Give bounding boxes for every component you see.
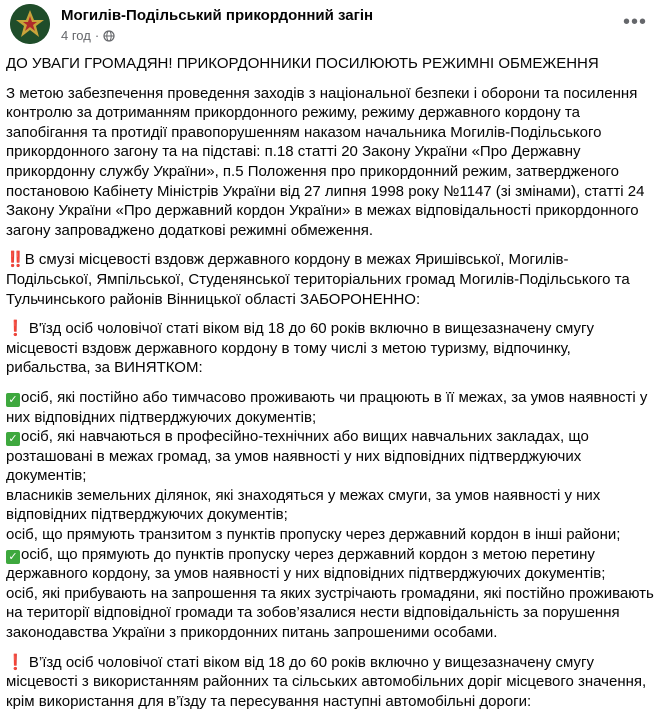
post-title: ДО УВАГИ ГРОМАДЯН! ПРИКОРДОННИКИ ПОСИЛЮЮТЬ РЕЖИМНІ ОБМЕЖЕННЯ: [6, 55, 599, 72]
emblem-icon: [10, 4, 50, 44]
post-intro: З метою забезпечення проведення заходів з національної безпеки і оборони та посилення контролю за дотриманням прикордонного режиму, режиму державного кордону та запобігання та протидії правопорушенням наказом начальника Могилів-Подільського прикордонного загону та на підставі: п.18 статті 20 Закону України «Про Державну прикордонну службу України», п.5 Положення про прикордонний режим, затвердженого постановою Кабінету Міністрів України від 27 липня 1998 року №1147 (зі змінами), статті 24 Закону України «Про державний кордон України» в межах відповідальності прикордонного загону запроваджено додаткові режимні обмеження.: [6, 84, 645, 239]
exclamation-icon: ❗: [6, 653, 25, 671]
exception-item: ✓ осіб, що прямують до пунктів пропуску через державний кордон з метою перетину державного кордону, за умов наявності у них відповідних підтверджуючих документів;: [6, 545, 606, 583]
post-content: [6, 54, 654, 711]
check-icon: ✓: [6, 393, 20, 407]
roads-text: В’їзд осіб чоловічої статі віком від 18 до 60 років включно у вищезазначену смугу місцевості з використанням районних та сільських автомобільних доріг місцевого значення, крім використання для в’їзду та пересування наступні автомобільні дороги:: [6, 653, 647, 710]
post-header: [6, 0, 661, 50]
globe-icon: [103, 30, 115, 42]
exceptions-list: [6, 388, 654, 643]
post-timestamp[interactable]: 4 год: [61, 28, 91, 43]
more-options-icon[interactable]: •••: [623, 10, 648, 33]
check-icon: ✓: [6, 550, 20, 564]
zone-text: В смузі місцевості вздовж державного кордону в межах Яришівської, Могилів-Подільської, Ямпільської, Студенянської територіальних громад Могилів-Подільського та Тульчинського районів Вінницької області ЗАБОРОНЕННО:: [6, 251, 630, 308]
exclamation-icon: ❗: [6, 320, 25, 338]
page-name[interactable]: Могилів-Подільський прикордонний загін: [61, 7, 374, 24]
page-avatar[interactable]: [10, 4, 50, 44]
entry-text: В'їзд осіб чоловічої статі віком від 18 до 60 років включно в вищезазначену смугу місцевості вздовж державного кордону в тому числі з метою туризму, відпочинку, рибальства, за ВИНЯТКОМ:: [6, 320, 594, 377]
zone-paragraph: [6, 250, 654, 309]
exception-item: власників земельних ділянок, які знаходяться у межах смуги, за умов наявності у них відповідних підтверджуючих документів;: [6, 486, 601, 524]
exception-item: ✓ осіб, які навчаються в професійно-технічних або вищих навчальних закладах, що розташовані в межах громад, за умов наявності у них відповідних підтверджуючих документів;: [6, 428, 589, 485]
exception-item: ✓ осіб, які постійно або тимчасово проживають чи працюють в її межах, за умов наявності у них відповідних підтверджуючих документів;: [6, 388, 648, 426]
roads-paragraph: [6, 653, 654, 712]
post-meta: 4 год ·: [61, 28, 115, 43]
entry-paragraph: [6, 319, 654, 378]
exception-item: осіб, які прибувають на запрошення та яких зустрічають громадяни, які постійно проживають на території відповідної громади та зобов’язалися нести відповідальність за порушення законодавства України з прикордонних питань запрошеними особами.: [6, 584, 654, 642]
double-exclamation-icon: ‼️: [6, 251, 25, 269]
check-icon: ✓: [6, 432, 20, 446]
exception-item: осіб, що прямують транзитом з пунктів пропуску через державний кордон в інші райони;: [6, 526, 621, 544]
